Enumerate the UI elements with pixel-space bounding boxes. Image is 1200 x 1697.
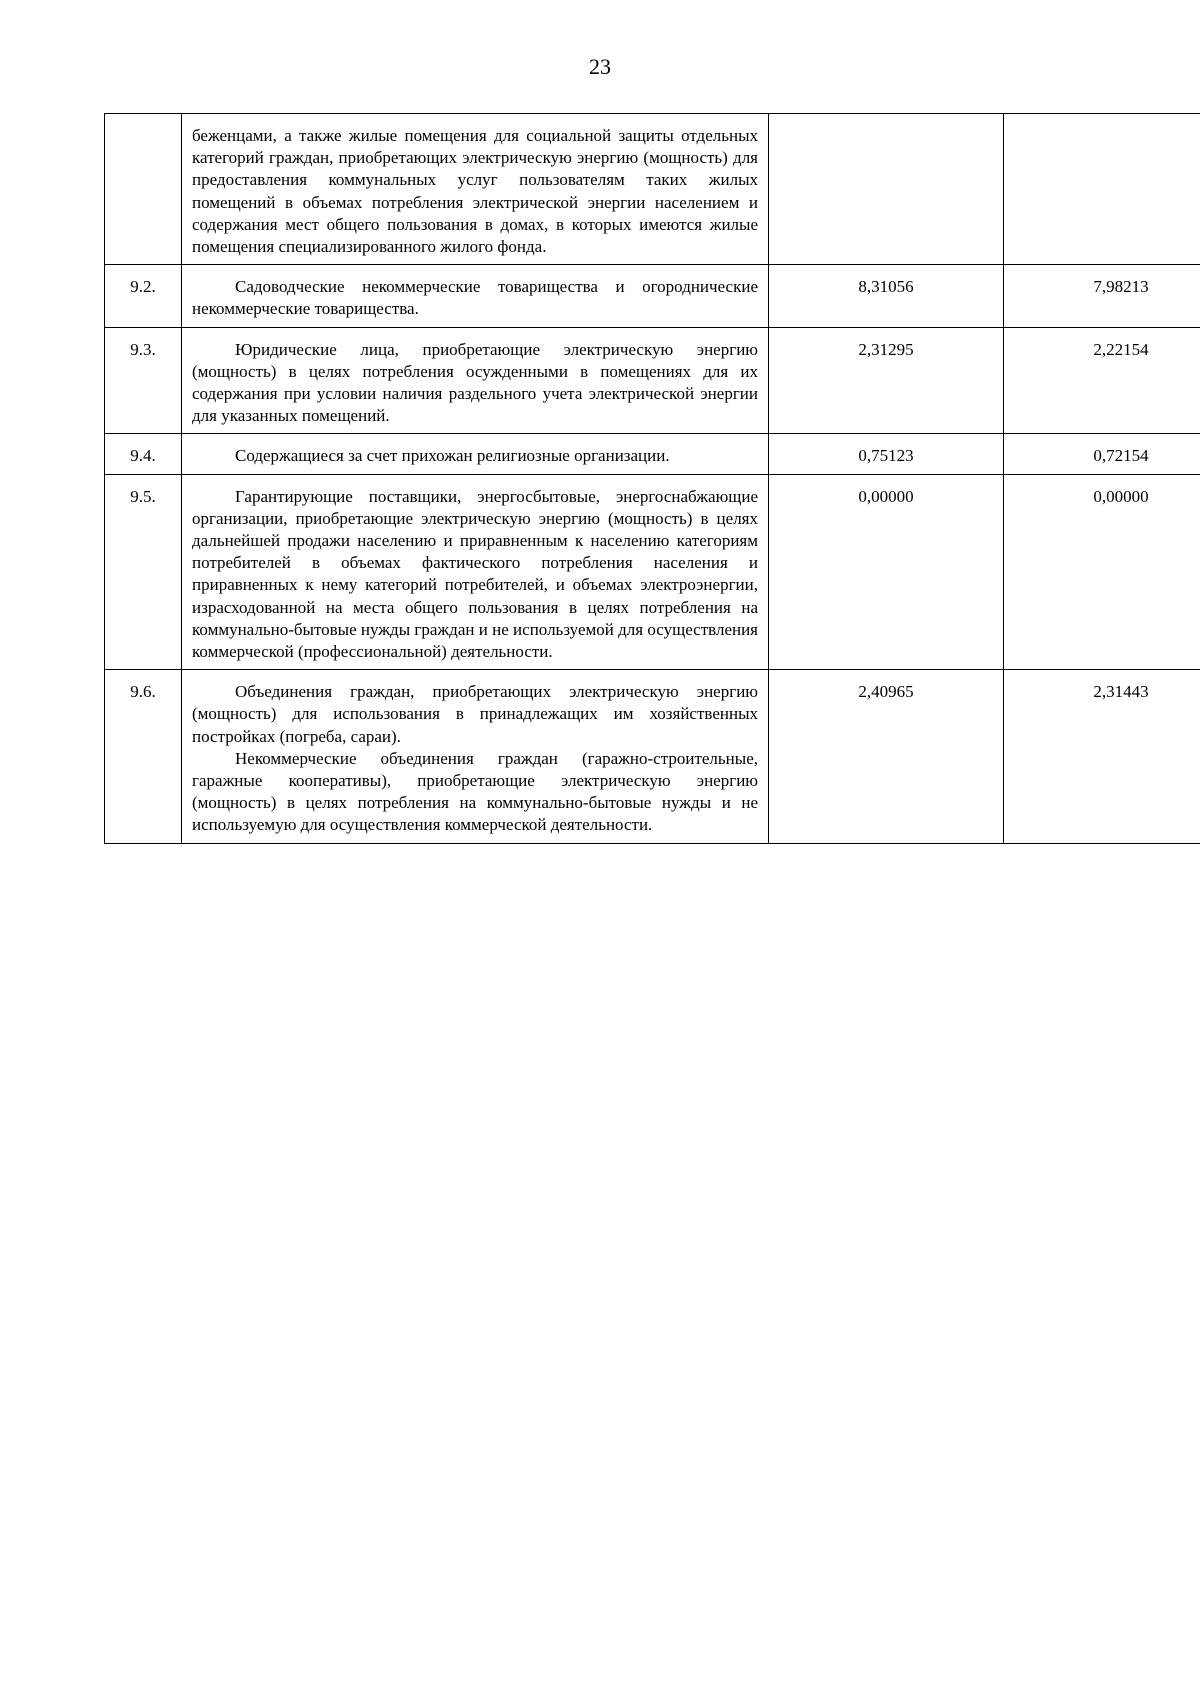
table-row (105, 670, 1200, 843)
row-value-1: 0,75123 (769, 434, 1004, 474)
row-value-2: 2,31443 (1004, 670, 1200, 843)
row-value-2 (1004, 114, 1200, 265)
row-number: 9.3. (105, 327, 182, 434)
description-paragraph: Некоммерческие объединения граждан (гаражно-строительные, гаражные кооперативы), приобретающие электрическую энергию (мощность) в целях потребления на коммунально-бытовые нужды и не используемую для осуществления коммерческой деятельности. (192, 748, 758, 835)
row-value-2: 7,98213 (1004, 265, 1200, 327)
table-row (105, 474, 1200, 670)
row-value-1: 8,31056 (769, 265, 1004, 327)
table-row (105, 434, 1200, 474)
table-row (105, 114, 1200, 265)
row-description (182, 327, 769, 434)
row-description (182, 265, 769, 327)
row-number: 9.2. (105, 265, 182, 327)
row-description (182, 474, 769, 670)
row-number: 9.4. (105, 434, 182, 474)
row-number: 9.5. (105, 474, 182, 670)
row-number (105, 114, 182, 265)
description-paragraph: Гарантирующие поставщики, энергосбытовые, энергоснабжающие организации, приобретающие электрическую энергию (мощность) в целях дальнейшей продажи населению и приравненным к населению категориям потребителей в объемах фактического потребления населения и приравненных к нему категорий потребителей, и объемах электроэнергии, израсходованной на места общего пользования в целях потребления на коммунально-бытовые нужды граждан и не используемой для осуществления коммерческой (профессиональной) деятельности. (192, 486, 758, 662)
row-description (182, 434, 769, 474)
row-value-2: 0,72154 (1004, 434, 1200, 474)
description-paragraph: беженцами, а также жилые помещения для социальной защиты отдельных категорий граждан, приобретающих электрическую энергию (мощность) для предоставления коммунальных услуг пользователям таких жилых помещений в объемах потребления электрической энергии населением и содержания мест общего пользования в домах, в которых имеются жилые помещения специализированного жилого фонда. (192, 126, 758, 257)
description-paragraph: Объединения граждан, приобретающих электрическую энергию (мощность) для использования в принадлежащих им хозяйственных постройках (погреба, сараи). (192, 682, 758, 746)
description-paragraph: Юридические лица, приобретающие электрическую энергию (мощность) в целях потребления осужденными в помещениях для их содержания при условии наличия раздельного учета электрической энергии для указанных помещений. (192, 339, 758, 426)
row-value-2: 2,22154 (1004, 327, 1200, 434)
table-body (105, 114, 1200, 844)
table-row (105, 327, 1200, 434)
description-paragraph: Содержащиеся за счет прихожан религиозные организации. (235, 446, 670, 466)
page-number: 23 (589, 54, 611, 79)
row-value-2: 0,00000 (1004, 474, 1200, 670)
table-row (105, 265, 1200, 327)
row-value-1 (769, 114, 1004, 265)
row-number: 9.6. (105, 670, 182, 843)
row-value-1: 0,00000 (769, 474, 1004, 670)
row-value-1: 2,31295 (769, 327, 1004, 434)
description-paragraph: Садоводческие некоммерческие товарищества и огороднические некоммерческие товарищества. (192, 277, 758, 319)
row-description (182, 670, 769, 843)
tariff-table (104, 113, 1200, 844)
row-description (182, 114, 769, 265)
row-value-1: 2,40965 (769, 670, 1004, 843)
